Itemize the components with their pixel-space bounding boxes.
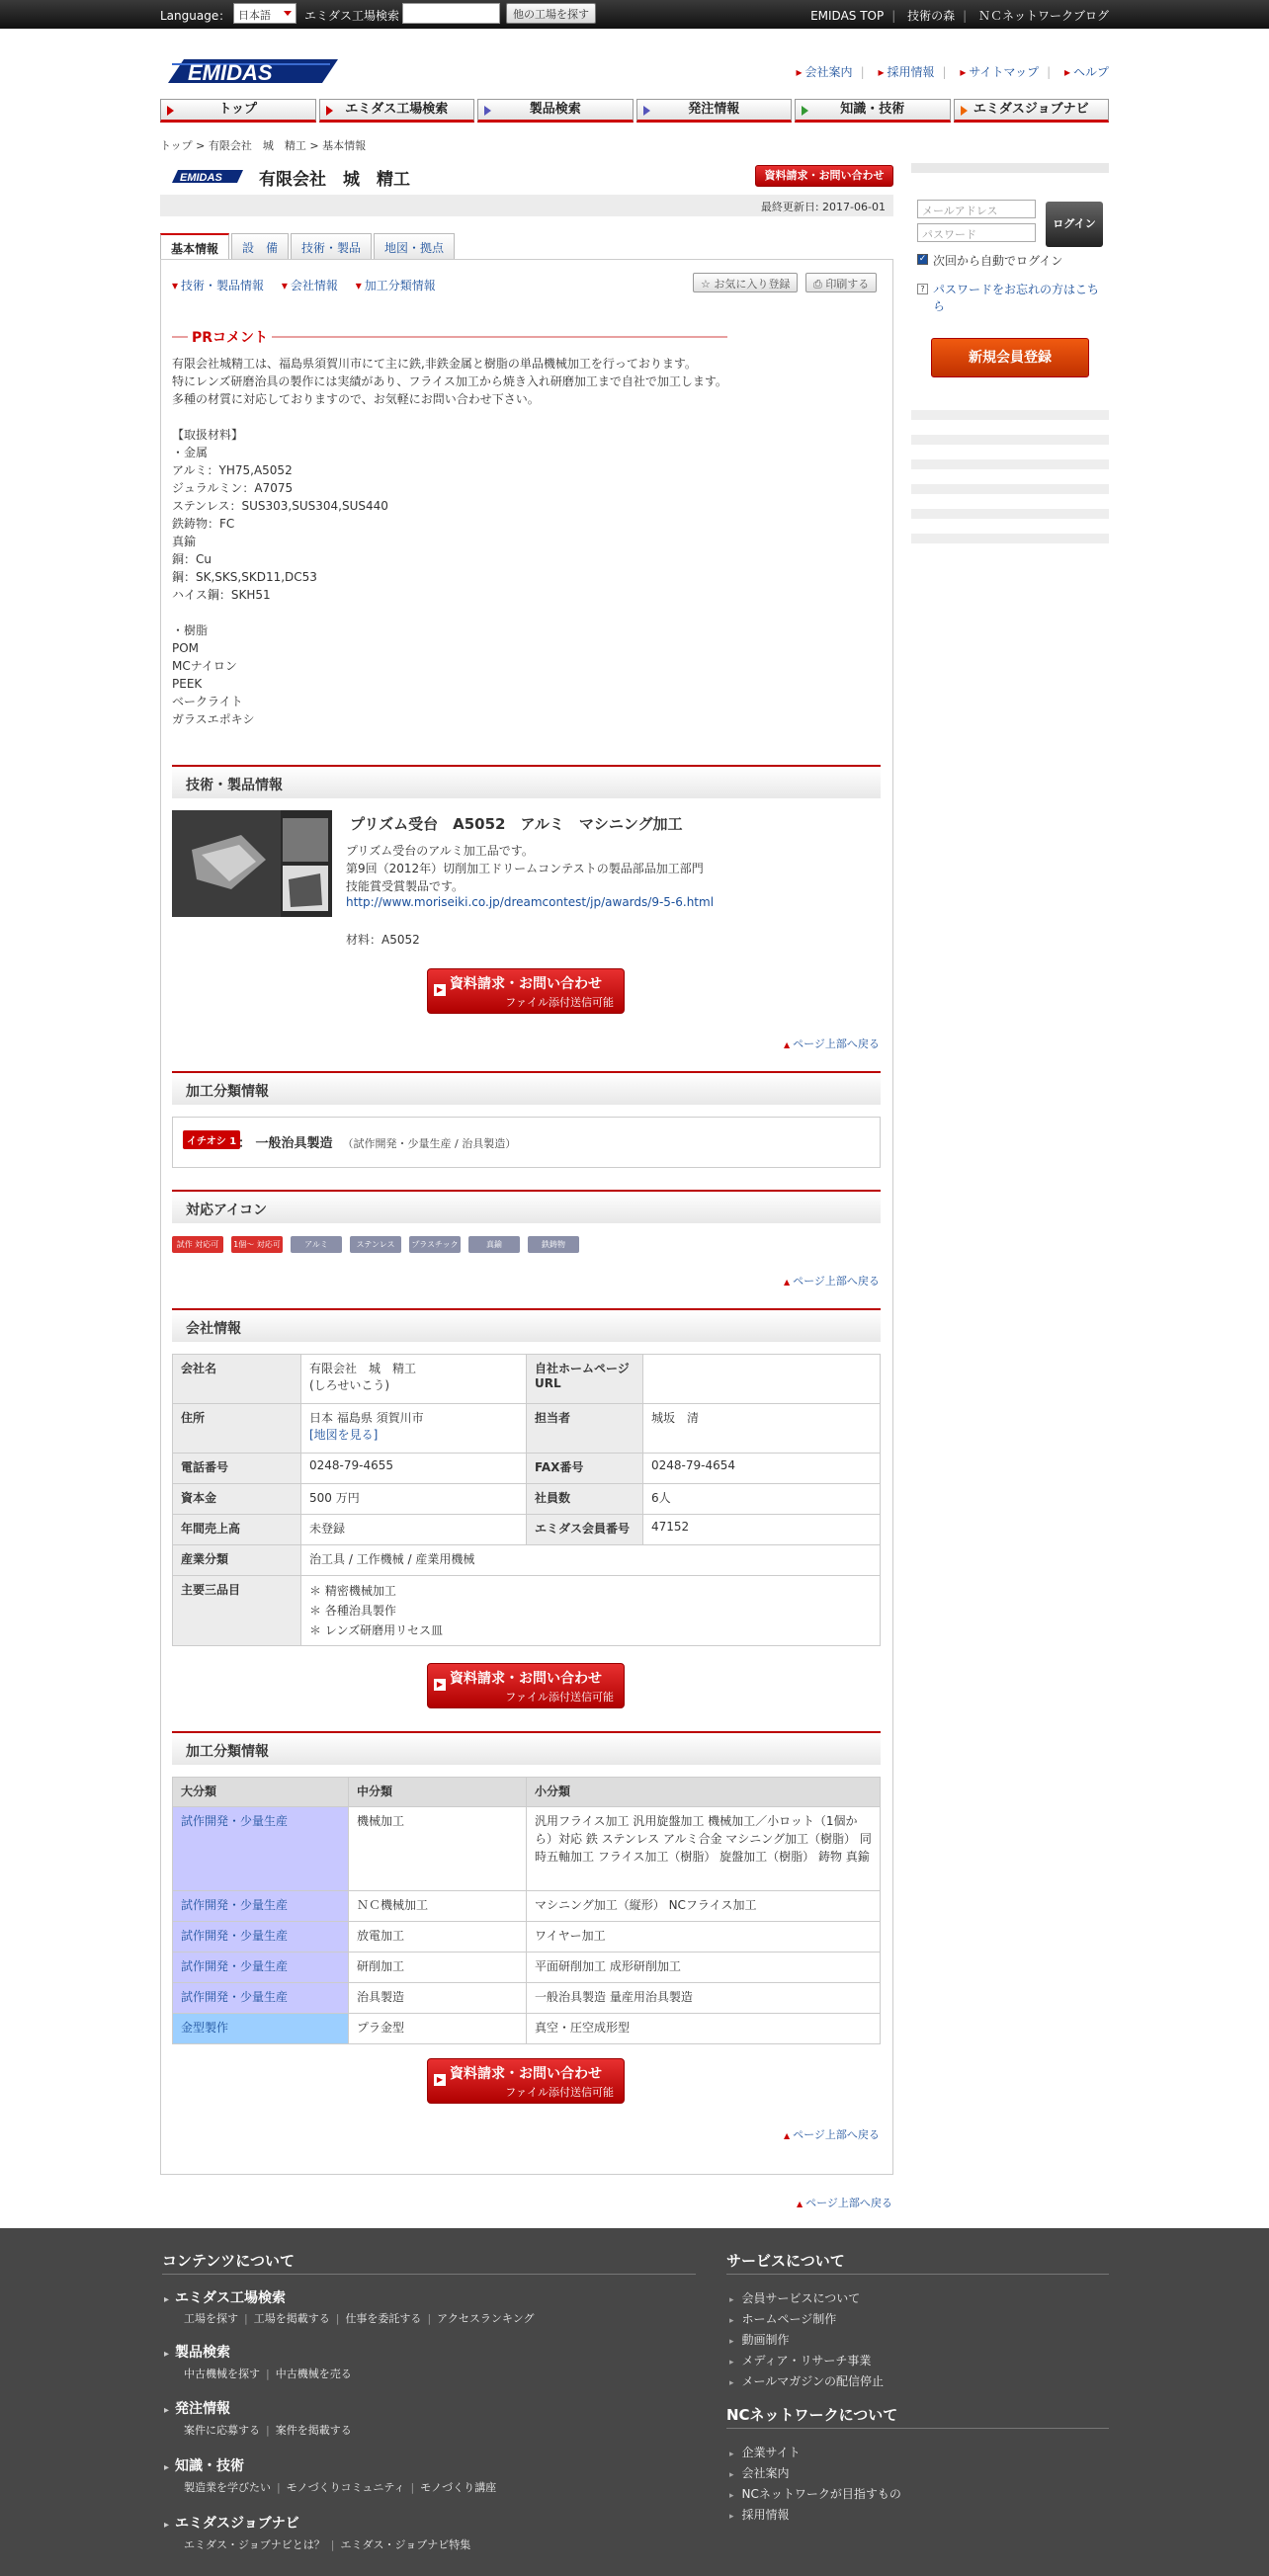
footer-service-item[interactable]: ▸ メディア・リサーチ事業	[729, 2352, 871, 2368]
logo-text: EMIDAS	[188, 60, 273, 85]
table-cell: マシニング加工（縦形） NCフライス加工	[527, 1891, 881, 1922]
tech-forest-link[interactable]: 技術の森	[907, 9, 956, 23]
nav-top[interactable]: トップ	[160, 99, 316, 123]
company-name: 有限会社 城 精工	[259, 170, 410, 190]
password-field[interactable]: パスワード	[917, 223, 1036, 242]
product-material: 材料：A5052	[346, 933, 420, 947]
processing-table	[172, 1777, 881, 2044]
graphic-part: |	[410, 2481, 415, 2494]
inquiry-line2: ファイル添付送信可能	[505, 2086, 614, 2099]
table-cell[interactable]: 試作開発・少量生産	[173, 1891, 349, 1922]
footer-nc-item[interactable]: ▸ 企業サイト	[729, 2444, 801, 2460]
last-updated: 最終更新日: 2017-06-01	[160, 195, 893, 216]
footer-product-search[interactable]: ▸ 製品検索	[164, 2342, 230, 2362]
emidas-logo[interactable]	[164, 55, 338, 87]
help-link[interactable]: ▸ ヘルプ	[1064, 65, 1109, 79]
factory-search-input[interactable]	[402, 3, 500, 24]
table-cell: 有限会社 城 精工 (しろせいこう)	[301, 1355, 527, 1404]
table-cell: 0248-79-4655	[301, 1454, 527, 1484]
graphic-part: |	[330, 2538, 335, 2551]
table-cell: 6人	[643, 1484, 881, 1515]
graphic-part[interactable]: 製造業を学びたい	[184, 2481, 271, 2494]
footer-nc-item[interactable]: ▸ 会社案内	[729, 2464, 790, 2481]
table-cell[interactable]: 試作開発・少量生産	[173, 1983, 349, 2014]
login-box	[911, 188, 1109, 385]
language-value: 日本語	[238, 9, 271, 22]
table-cell[interactable]: 金型製作	[173, 2014, 349, 2044]
link-company-info[interactable]: ▾ 会社情報	[282, 279, 338, 292]
to-top-link-4[interactable]: ▲ ページ上部へ戻る	[797, 2195, 892, 2210]
inquiry-line1: 資料請求・お問い合わせ	[450, 976, 602, 992]
table-cell: ワイヤー加工	[527, 1922, 881, 1953]
processing-table-heading: 加工分類情報	[172, 1731, 881, 1765]
graphic-part[interactable]: 中古機械を探す	[184, 2368, 260, 2380]
breadcrumb[interactable]: トップ > 有限会社 城 精工 > 基本情報	[160, 139, 367, 152]
nav-order-info[interactable]: 発注情報	[636, 99, 793, 123]
company-info-link[interactable]: ▸ 会社案内	[797, 65, 853, 79]
inquiry-button-small[interactable]: 資料請求・お問い合わせ	[755, 165, 893, 187]
sitemap-link[interactable]: ▸ サイトマップ	[960, 65, 1039, 79]
product-url-link[interactable]: http://www.moriseiki.co.jp/dreamcontest/jp/awards/9-5-6.html	[346, 895, 715, 909]
to-top-link-1[interactable]: ▲ ページ上部へ戻る	[784, 1036, 880, 1051]
graphic-part[interactable]: エミダス・ジョブナビとは？	[184, 2538, 325, 2551]
language-select[interactable]	[233, 3, 296, 24]
contact-person: 城坂 清	[643, 1404, 881, 1454]
footer-factory-subs	[184, 2310, 535, 2326]
table-cell: 平面研削加工 成形研削加工	[527, 1953, 881, 1983]
inquiry-line2: ファイル添付送信可能	[505, 1691, 614, 1703]
table-cell[interactable]: 機械加工	[349, 1807, 527, 1891]
processing-main: ： 一般治具製造 （試作開発・少量生産 / 治具製造）	[238, 1136, 517, 1151]
header-links: ▸ 会社案内 | ▸ 採用情報 | ▸ サイトマップ | ▸ ヘルプ	[787, 63, 1109, 80]
table-cell: 日本 福島県 須賀川市 [地図を見る]	[301, 1404, 527, 1454]
graphic-part[interactable]: 中古機械を売る	[275, 2368, 352, 2380]
table-header-cell: 大分類	[173, 1778, 349, 1807]
homepage-value[interactable]	[643, 1355, 881, 1404]
question-icon: ?	[917, 284, 928, 294]
register-button[interactable]: 新規会員登録	[931, 338, 1089, 377]
table-cell[interactable]: 試作開発・少量生産	[173, 1922, 349, 1953]
graphic-part: EMIDAS	[180, 172, 222, 184]
pr-heading	[172, 327, 727, 347]
table-header-cell: 会社名	[173, 1355, 301, 1404]
table-row	[173, 2014, 881, 2044]
tab-tech-products[interactable]: 技術・製品	[291, 233, 372, 260]
table-row	[173, 1404, 881, 1454]
table-cell[interactable]: 試作開発・少量生産	[173, 1807, 349, 1891]
company-tabs	[160, 233, 455, 260]
footer-nc-item[interactable]: ▸ 採用情報	[729, 2506, 790, 2523]
nc-blog-link[interactable]: ＮＣネットワークブログ	[977, 9, 1109, 23]
auto-login-checkbox[interactable]: ✓	[918, 254, 927, 264]
cast-iron-icon: 鉄鋳物	[528, 1236, 579, 1253]
table-cell[interactable]: 試作開発・少量生産	[173, 1953, 349, 1983]
table-row	[173, 1576, 881, 1646]
footer-nc-item[interactable]: ▸ NCネットワークが目指すもの	[729, 2485, 901, 2502]
graphic-part[interactable]: アクセスランキング	[437, 2312, 535, 2325]
company-info-table	[172, 1354, 881, 1646]
chevron-down-icon	[284, 11, 292, 16]
table-row	[173, 1953, 881, 1983]
table-cell: 真空・圧空成形型	[527, 2014, 881, 2044]
print-button[interactable]: ⎙ 印刷する	[805, 273, 877, 292]
sidebar-bar	[911, 534, 1109, 543]
processing-highlight	[172, 1117, 881, 1168]
tab-map-locations[interactable]: 地図・拠点	[374, 233, 455, 260]
footer-service-item[interactable]: ▸ メールマガジンの配信停止	[729, 2372, 884, 2389]
company-title-bar	[160, 163, 893, 191]
stainless-icon: ステンレス	[350, 1236, 401, 1253]
map-link[interactable]: [地図を見る]	[309, 1428, 379, 1442]
table-header-cell: 住所	[173, 1404, 301, 1454]
to-top-link-3[interactable]: ▲ ページ上部へ戻る	[784, 2126, 880, 2142]
table-cell: 一般治具製造 量産用治具製造	[527, 1983, 881, 2014]
global-nav	[160, 99, 1109, 123]
graphic-part	[283, 818, 328, 862]
table-header-cell: 自社ホームページURL	[527, 1355, 643, 1404]
table-header-cell: エミダス会員番号	[527, 1515, 643, 1545]
table-row	[173, 1454, 881, 1484]
email-field[interactable]: メールアドレス	[917, 200, 1036, 218]
footer-nc-title: NCネットワークについて	[726, 2406, 898, 2424]
table-cell: プラ金型	[349, 2014, 527, 2044]
table-header-cell: 主要三品目	[173, 1576, 301, 1646]
table-row	[173, 1807, 881, 1891]
graphic-part: |	[266, 2424, 270, 2437]
play-icon: ▶	[434, 2074, 446, 2086]
graphic-part[interactable]: 案件を掲載する	[275, 2424, 352, 2437]
nav-jobnavi[interactable]: エミダスジョブナビ	[954, 99, 1110, 123]
table-cell: 治工具 / 工作機械 / 産業用機械	[301, 1545, 881, 1576]
footer-factory-search[interactable]: ▸ エミダス工場検索	[164, 2287, 286, 2307]
footer	[0, 2228, 1269, 2576]
table-header-cell: 中分類	[349, 1778, 527, 1807]
product-description: プリズム受台のアルミ加工品です。 第9回（2012年）切削加工ドリームコンテストの製品部品加工部門 技能賞受賞製品です。	[346, 844, 704, 893]
link-processing-info[interactable]: ▾ 加工分類情報	[356, 279, 436, 292]
link-tech-products[interactable]: ▾ 技術・製品情報	[172, 279, 264, 292]
recruit-link[interactable]: ▸ 採用情報	[878, 65, 934, 79]
table-cell: ＮＣ機械加工	[349, 1891, 527, 1922]
table-row	[173, 1778, 881, 1807]
graphic-part[interactable]: 工場を掲載する	[253, 2312, 330, 2325]
forgot-password-link[interactable]: パスワードをお忘れの方はこちら	[933, 283, 1100, 313]
login-button[interactable]: ログイン	[1046, 202, 1103, 247]
footer-jobnavi[interactable]: ▸ エミダスジョブナビ	[164, 2513, 299, 2533]
emidas-small-logo	[170, 169, 243, 184]
footer-service-item[interactable]: ▸ 会員サービスについて	[729, 2289, 860, 2306]
table-cell: ＊ 精密機械加工 ＊ 各種治具製作 ＊ レンズ研磨用リセス皿	[301, 1576, 881, 1646]
sidebar-bar	[911, 459, 1109, 469]
graphic-part: |	[277, 2481, 281, 2494]
table-header-cell: 社員数	[527, 1484, 643, 1515]
printer-icon: ⎙	[813, 278, 822, 291]
favorite-button[interactable]: ☆ お気に入り登録	[693, 273, 798, 292]
graphic-part: |	[335, 2312, 340, 2325]
footer-service-title: サービスについて	[726, 2252, 845, 2270]
sidebar-bar	[911, 509, 1109, 519]
footer-knowledge-subs	[184, 2479, 496, 2495]
plastic-icon: プラスチック	[409, 1236, 461, 1253]
graphic-part[interactable]: モノづくりコミュニティ	[286, 2481, 405, 2494]
table-header-cell: 小分類	[527, 1778, 881, 1807]
footer-product-subs	[184, 2366, 352, 2381]
tech-section-heading: 技術・製品情報	[172, 765, 881, 798]
table-cell: 47152	[643, 1515, 881, 1545]
auto-login-label: 次回から自動でログイン	[933, 254, 1063, 268]
table-cell: 0248-79-4654	[643, 1454, 881, 1484]
table-row	[173, 1983, 881, 2014]
table-row	[173, 1922, 881, 1953]
inquiry-line1: 資料請求・お問い合わせ	[450, 1671, 602, 1687]
aluminum-icon: アルミ	[291, 1236, 342, 1253]
table-header-cell: 産業分類	[173, 1545, 301, 1576]
table-row	[173, 1355, 881, 1404]
top-links: EMIDAS TOP | 技術の森 | ＮＣネットワークブログ	[810, 9, 1109, 23]
footer-service-item[interactable]: ▸ ホームページ制作	[729, 2310, 836, 2327]
sidebar-bar	[911, 435, 1109, 445]
emidas-top-link[interactable]: EMIDAS TOP	[810, 9, 885, 23]
inquiry-line1: 資料請求・お問い合わせ	[450, 2066, 602, 2082]
star-icon: ☆	[701, 278, 711, 291]
ichioshi-badge: イチオシ 1	[183, 1130, 240, 1149]
pr-comment: 有限会社城精工は、福島県須賀川市にて主に鉄,非鉄金属と樹脂の単品機械加工を行っております。 特にレンズ研磨治具の製作には実績があり、フライス加工から焼き入れ研磨加工まで自社で加工します。 多種の材質に対応しておりますので、お気軽にお問い合わせ下さい。 【取扱材料】 ・金属 アルミ：YH75,A5052 ジュラルミン：A7075 ステンレス：SUS303,SUS304,SUS440 鉄鋳物：FC 真鍮 銅：Cu 鋼：SK,SKS,SKD11,DC53 ハイス鋼：SKH51 ・樹脂 POM MCナイロン PEEK ベークライト ガラスエポキシ	[172, 357, 727, 726]
table-cell: 未登録	[301, 1515, 527, 1545]
graphic-part: |	[427, 2312, 432, 2325]
table-header-cell: 電話番号	[173, 1454, 301, 1484]
inquiry-button-1[interactable]	[427, 968, 625, 1014]
footer-jobnavi-subs	[184, 2536, 470, 2552]
to-top-link-2[interactable]: ▲ ページ上部へ戻る	[784, 1273, 880, 1288]
trial-icon: 試作 対応可	[172, 1236, 223, 1253]
table-cell: 500 万円	[301, 1484, 527, 1515]
table-header-cell: FAX番号	[527, 1454, 643, 1484]
footer-order-subs	[184, 2422, 352, 2438]
language-label: Language：	[160, 9, 231, 23]
table-row	[173, 1484, 881, 1515]
play-icon: ▶	[434, 984, 446, 996]
graphic-part[interactable]: 工場を探す	[184, 2312, 238, 2325]
icons-section-heading: 対応アイコン	[172, 1190, 881, 1223]
processing-section-heading: 加工分類情報	[172, 1071, 881, 1105]
graphic-part[interactable]: モノづくり講座	[420, 2481, 497, 2494]
capability-icons	[172, 1236, 579, 1253]
pr-title: PRコメント	[188, 327, 272, 347]
graphic-part: |	[266, 2368, 270, 2380]
inquiry-button-3[interactable]	[427, 2058, 625, 2104]
section-links	[172, 277, 450, 293]
sidebar-top-bar	[911, 163, 1109, 173]
footer-service-item[interactable]: ▸ 動画制作	[729, 2331, 790, 2348]
table-cell: 治具製造	[349, 1983, 527, 2014]
graphic-part[interactable]: 仕事を委託する	[345, 2312, 422, 2325]
table-row	[173, 1515, 881, 1545]
play-icon: ▶	[434, 1679, 446, 1691]
sidebar-bar	[911, 410, 1109, 420]
tab-equipment[interactable]: 設 備	[231, 233, 289, 260]
nav-product-search[interactable]: 製品検索	[477, 99, 634, 123]
footer-knowledge[interactable]: ▸ 知識・技術	[164, 2455, 244, 2475]
search-other-factory-button[interactable]: 他の工場を探す	[506, 3, 596, 24]
nav-knowledge[interactable]: 知識・技術	[795, 99, 951, 123]
single-lot-icon: 1個〜 対応可	[231, 1236, 283, 1253]
product-title[interactable]: プリズム受台 A5052 アルミ マシニング加工	[350, 815, 683, 833]
graphic-part[interactable]: エミダス・ジョブナビ特集	[340, 2538, 471, 2551]
factory-search-label: エミダス工場検索	[304, 9, 400, 23]
footer-contents-title: コンテンツについて	[162, 2252, 295, 2270]
graphic-part[interactable]: 案件に応募する	[184, 2424, 260, 2437]
table-cell: 研削加工	[349, 1953, 527, 1983]
company-section-heading: 会社情報	[172, 1308, 881, 1342]
tab-basic-info[interactable]: 基本情報	[160, 233, 229, 260]
graphic-part	[289, 873, 322, 907]
inquiry-line2: ファイル添付送信可能	[505, 996, 614, 1009]
brass-icon: 真鍮	[468, 1236, 520, 1253]
inquiry-button-2[interactable]	[427, 1663, 625, 1708]
graphic-part: |	[244, 2312, 248, 2325]
table-header-cell: 資本金	[173, 1484, 301, 1515]
table-cell: 放電加工	[349, 1922, 527, 1953]
table-row	[173, 1545, 881, 1576]
nav-factory-search[interactable]: エミダス工場検索	[319, 99, 475, 123]
table-row	[173, 1891, 881, 1922]
sidebar-bar	[911, 484, 1109, 494]
top-bar	[0, 0, 1269, 29]
table-cell: 汎用フライス加工 汎用旋盤加工 機械加工／小ロット（1個から）対応 鉄 ステンレス アルミ合金 マシニング加工（樹脂） 同時五軸加工 フライス加工（樹脂） 旋盤加工（樹脂） 鋳物 真鍮	[527, 1807, 881, 1891]
table-header-cell: 年間売上高	[173, 1515, 301, 1545]
table-header-cell: 担当者	[527, 1404, 643, 1454]
footer-order-info[interactable]: ▸ 発注情報	[164, 2398, 230, 2418]
product-image[interactable]	[172, 810, 332, 917]
